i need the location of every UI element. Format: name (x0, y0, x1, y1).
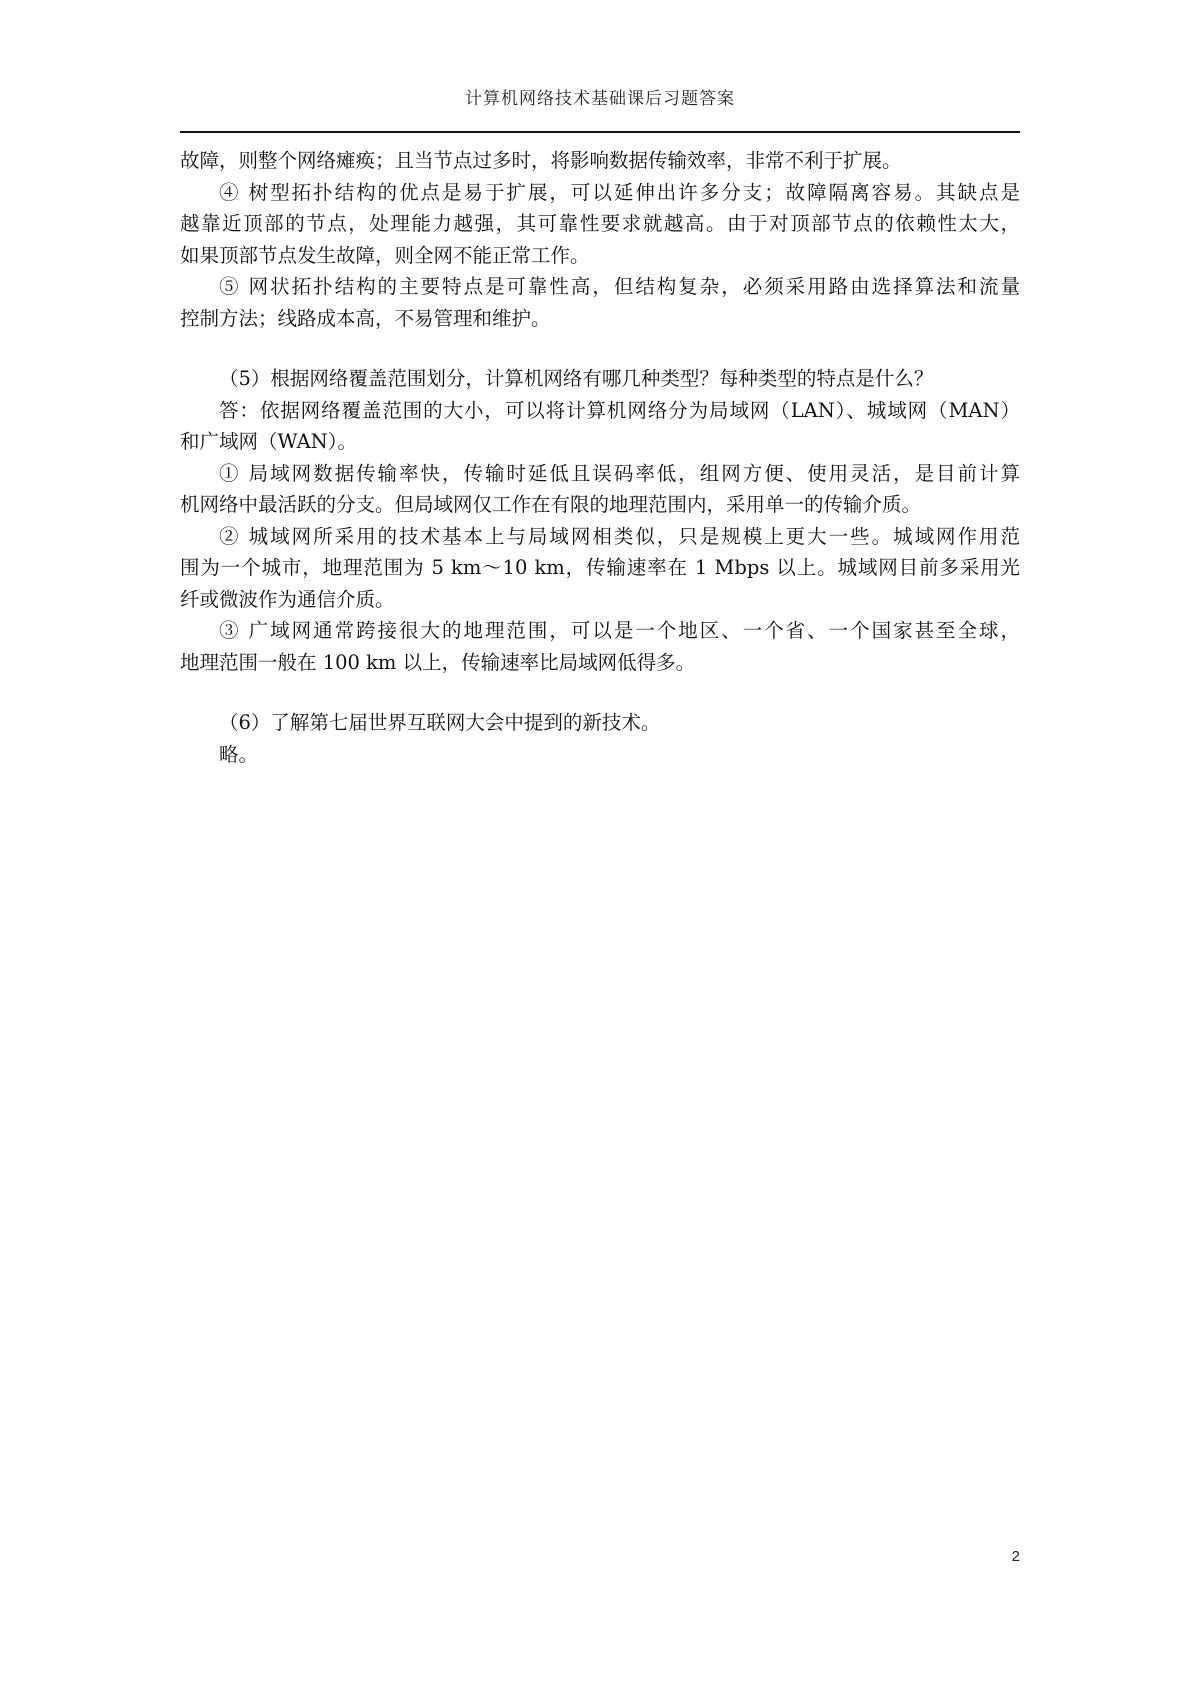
text-line: ③ 广域网通常跨接很大的地理范围，可以是一个地区、一个省、一个国家甚至全球， (219, 619, 1020, 642)
text-line: ⑤ 网状拓扑结构的主要特点是可靠性高，但结构复杂，必须采用路由选择算法和流量 (219, 275, 1020, 298)
text-line: 纤或微波作为通信介质。 (180, 587, 395, 611)
text-line: 和广域网（WAN）。 (180, 430, 357, 453)
page-header-title: 计算机网络技术基础课后习题答案 (465, 89, 735, 109)
page-number: 2 (1011, 1548, 1020, 1565)
paragraph-gap (180, 678, 1020, 707)
text-line: 地理范围一般在 100 km 以上，传输速率比局域网低得多。 (180, 650, 696, 674)
question-line: （6）了解第七届世界互联网大会中提到的新技术。 (219, 711, 661, 734)
text-line: ① 局域网数据传输率快，传输时延低且误码率低，组网方便、使用灵活，是目前计算 (219, 461, 1020, 485)
text-line: 如果顶部节点发生故障，则全网不能正常工作。 (180, 243, 590, 267)
text-line: 越靠近顶部的节点，处理能力越强，其可靠性要求就越高。由于对顶部节点的依赖性太大， (180, 212, 1020, 235)
text-line: 围为一个城市，地理范围为 5 km～10 km，传输速率在 1 Mbps 以上。城域网目前多采用光 (180, 556, 1020, 579)
document-body (180, 145, 1020, 770)
answer-line: 略。 (219, 742, 259, 766)
text-line: 机网络中最活跃的分支。但局域网仅工作在有限的地理范围内，采用单一的传输介质。 (180, 493, 922, 516)
text-line: 控制方法；线路成本高，不易管理和维护。 (180, 306, 551, 330)
text-line: ④ 树型拓扑结构的优点是易于扩展，可以延伸出许多分支；故障隔离容易。其缺点是 (219, 180, 1020, 204)
answer-line: 答：依据网络覆盖范围的大小，可以将计算机网络分为局域网（LAN）、城域网（MAN） (219, 398, 1020, 422)
question-line: （5）根据网络覆盖范围划分，计算机网络有哪几种类型？每种类型的特点是什么？ (219, 367, 934, 390)
text-line: 故障，则整个网络瘫痪；且当节点过多时，将影响数据传输效率，非常不利于扩展。 (180, 149, 902, 172)
paragraph-gap (180, 334, 1020, 363)
header-divider (180, 131, 1020, 133)
text-line: ② 城域网所采用的技术基本上与局域网相类似，只是规模上更大一些。城域网作用范 (219, 524, 1020, 548)
